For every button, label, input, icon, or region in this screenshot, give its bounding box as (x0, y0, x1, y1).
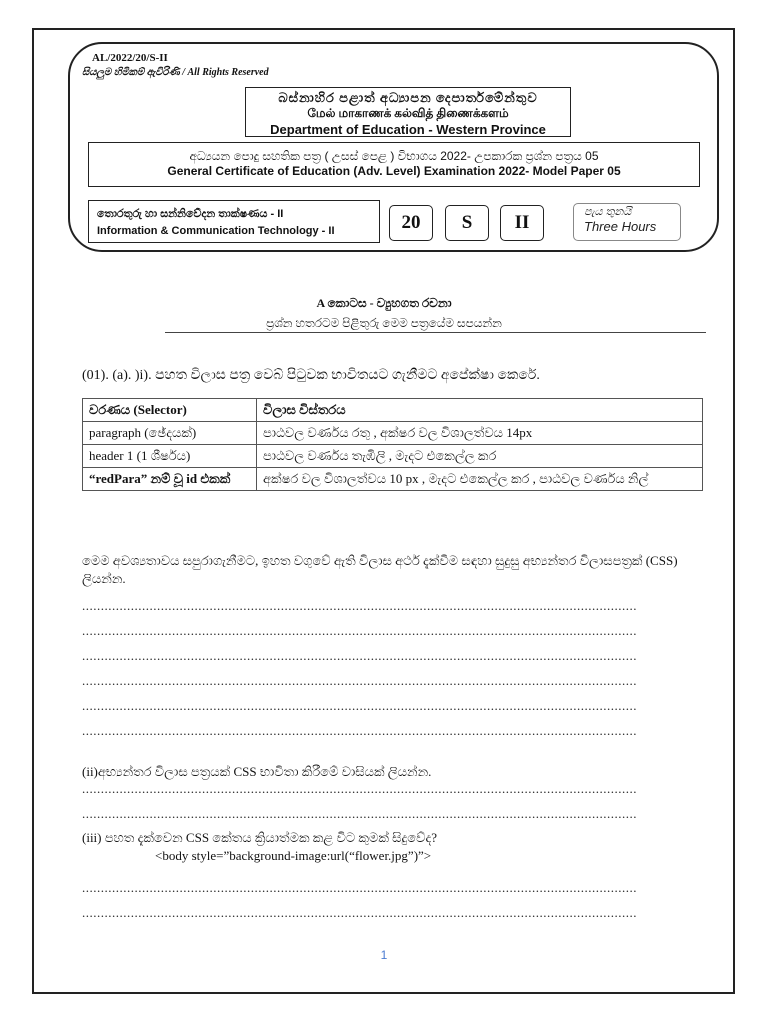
answer-line: .................................................................................................................................................... (82, 673, 637, 688)
question-1-part-ii: (ii)අභ්‍යන්තර විලාස පත්‍රයක් CSS භාවිතා කිරීමේ වාසියක් ලියන්න. (82, 764, 432, 779)
page-number: 1 (380, 948, 388, 962)
table-cell: header 1 (1 ශීර්ෂය) (83, 445, 257, 468)
duration-box (573, 203, 681, 241)
answer-line: .................................................................................................................................................... (82, 880, 637, 895)
table-row (83, 445, 703, 468)
answer-line: .................................................................................................................................................... (82, 623, 637, 638)
table-cell: පාඨවල වර්ණය රතු , අක්ෂර වල විශාලත්වය 14px (257, 422, 703, 445)
table-cell: අක්ෂර වල විශාලත්වය 10 px , මැදට එකෙල්ල කර , පාඨවල වර්ණය නිල් (257, 468, 703, 491)
answer-line: .................................................................................................................................................... (82, 723, 637, 738)
subject-code-part: II (500, 205, 544, 241)
exam-title-sinhala: අධ්‍යයන පොදු සහතික පත්‍ර ( උසස් පෙළ ) විභාගය 2022- උපකාරක ප්‍රශ්න පත්‍රය 05 (189, 149, 599, 163)
table-header-row (83, 399, 703, 422)
subject-code-letter: S (445, 205, 489, 241)
table-cell: පාඨවල වර්ණය තැඹිලි , මැදට එකෙල්ල කර (257, 445, 703, 468)
table-cell: “redPara” නම් වූ id එකක් (83, 468, 257, 491)
section-divider (165, 332, 706, 333)
dept-tamil: மேல் மாகாணக் கல்வித் திணைக்களம் (307, 106, 509, 120)
selector-table (82, 398, 703, 491)
section-instruction: ප්‍රශ්න හතරටම පිළිතුරු මෙම පත්‍රයේම සපයන්න (266, 316, 502, 330)
subject-box (88, 200, 380, 243)
subject-sinhala: තොරතුරු හා සන්නිවේදන තාක්ෂණය - II (97, 208, 284, 220)
question-1-part-iii: (iii) පහත දැක්වෙන CSS කේතය ක්‍රියාත්මක කළ විට කුමක් සිදුවේද? (82, 830, 437, 845)
paper-code: AL/2022/20/S-II (92, 52, 168, 64)
section-title: A කොටස - ව්‍යුහගත රචනා (316, 296, 452, 310)
exam-title-box (88, 142, 700, 187)
table-header-description: විලාස විස්තරය (257, 399, 703, 422)
answer-line: .................................................................................................................................................... (82, 905, 637, 920)
department-box (245, 87, 571, 137)
answer-line: .................................................................................................................................................... (82, 598, 637, 613)
table-header-selector: වරණය (Selector) (83, 399, 257, 422)
exam-title-english: General Certificate of Education (Adv. Level) Examination 2022- Model Paper 05 (167, 164, 621, 178)
answer-line: .................................................................................................................................................... (82, 648, 637, 663)
answer-line: .................................................................................................................................................... (82, 806, 637, 821)
css-instruction: මෙම අවශ්‍යතාවය සපුරාගැනීමට, ඉහත වගුවේ ඇති විලාස අර්ථ දැක්වීම සඳහා සුදුසු අභ්‍යන්තර විලාසපත්‍රක් (CSS) ලියන්න. (82, 553, 678, 586)
dept-english: Department of Education - Western Province (270, 122, 546, 137)
duration-english: Three Hours (584, 219, 657, 234)
duration-sinhala: පැය තුනයි (584, 206, 632, 218)
subject-code-number: 20 (389, 205, 433, 241)
dept-sinhala: බස්නාහිර පළාත් අධ්‍යාපන දෙපාර්තමේන්තුව (278, 90, 538, 105)
answer-line: .................................................................................................................................................... (82, 781, 637, 796)
answer-line: .................................................................................................................................................... (82, 698, 637, 713)
rights-notice: සියලුම හිමිකම් ඇවිරිණි / All Rights Reserved (82, 67, 269, 78)
table-row (83, 422, 703, 445)
table-row (83, 468, 703, 491)
subject-english: Information & Communication Technology - II (97, 225, 335, 237)
table-cell: paragraph (ඡේදයක්) (83, 422, 257, 445)
css-code-line: <body style=”background-image:url(“flower.jpg”)”> (155, 848, 432, 863)
question-1-text: (01). (a). )i). පහත විලාස පත්‍ර වෙබ් පිටුවක භාවිතයට ගැනීමට අපේක්ෂා කෙරේ. (82, 368, 540, 383)
